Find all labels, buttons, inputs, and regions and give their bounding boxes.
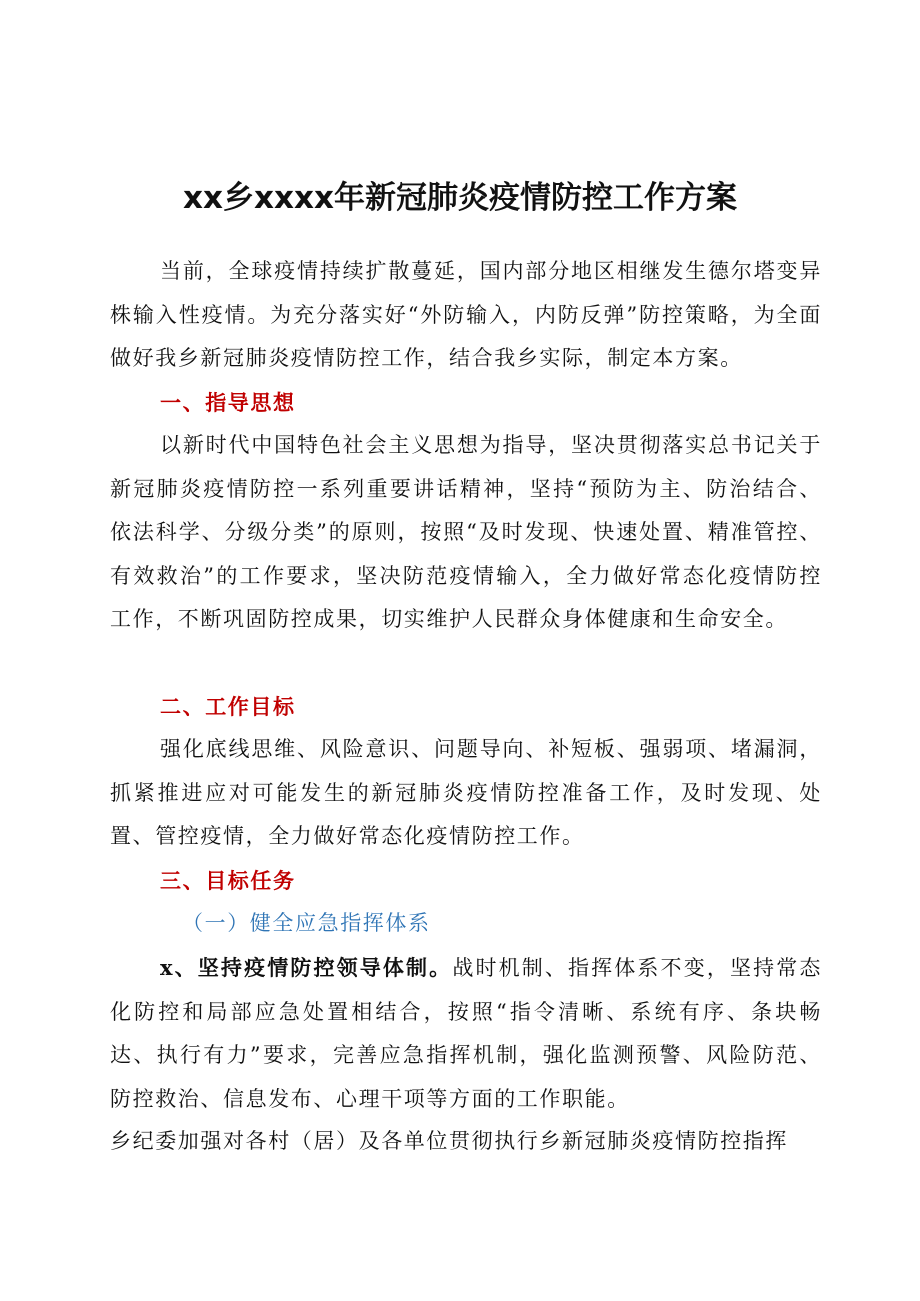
leadership-system-body: 战时机制、指挥体系不变，坚持常态化防控和局部应急处置相结合，按照“指令清晰、系统有序、条块畅达、执行有力”要求，完善应急指挥机制，强化监测预警、风险防范、防控救治、信息发布、心理干项等方面的工作职能。 [110,956,822,1111]
section-heading-work-goals: 二、工作目标 [160,694,296,719]
leadership-system-paragraph [110,946,822,1121]
intro-paragraph: 当前，全球疫情持续扩散蔓延，国内部分地区相继发生德尔塔变异株输入性疫情。为充分落实好“外防输入，内防反弹”防控策略，为全面做好我乡新冠肺炎疫情防控工作，结合我乡实际，制定本方案。 [110,259,822,370]
subheading-command-system: （一）健全应急指挥体系 [182,911,431,935]
trailing-paragraph: 乡纪委加强对各村（居）及各单位贯彻执行乡新冠肺炎疫情防控指挥 [110,1129,788,1153]
section-heading-guiding-ideology: 一、指导思想 [160,390,296,415]
guiding-ideology-paragraph: 以新时代中国特色社会主义思想为指导，坚决贯彻落实总书记关于新冠肺炎疫情防控一系列重要讲话精神，坚持“预防为主、防治结合、依法科学、分级分类”的原则，按照“及时发现、快速处置、精准管控、有效救治”的工作要求，坚决防范疫情输入，全力做好常态化疫情防控工作，不断巩固防控成果，切实维护人民群众身体健康和生命安全。 [110,433,822,631]
document-title: xx乡xxxx年新冠肺炎疫情防控工作方案 [183,180,737,216]
leadership-system-lead: x、坚持疫情防控领导体制。 [160,955,453,980]
work-goals-paragraph: 强化底线思维、风险意识、问题导向、补短板、强弱项、堵漏洞，抓紧推进应对可能发生的新冠肺炎疫情防控准备工作，及时发现、处置、管控疫情，全力做好常态化疫情防控工作。 [110,737,822,848]
section-heading-target-tasks: 三、目标任务 [160,868,296,893]
